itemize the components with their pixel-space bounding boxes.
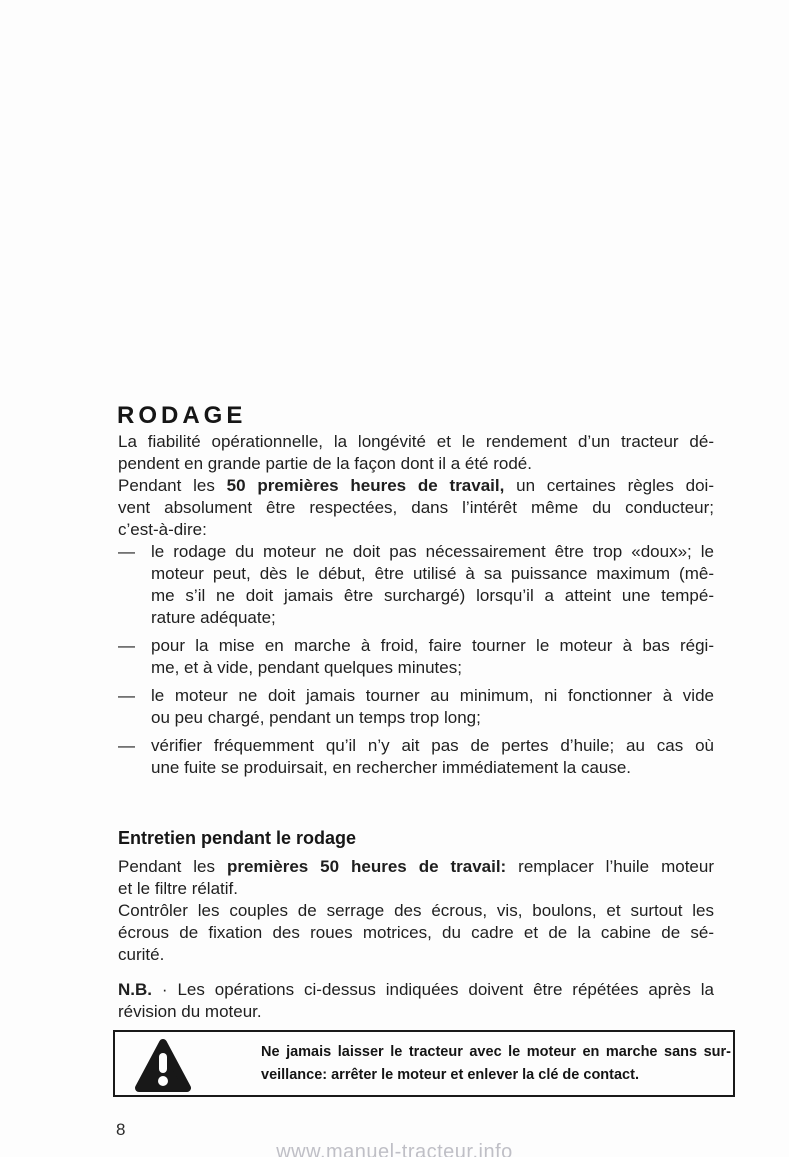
list-item-text: le rodage du moteur ne doit pas nécessairement être trop «doux»; le moteur peut, dès le début, être utilisé à sa puissance maximum (mê- me s’il ne doit jamais être surchargé) lorsqu’il a atteint une tempé- rature adéquate; [151, 542, 714, 627]
page-title: RODAGE [117, 402, 247, 430]
break-in-rules-list [118, 541, 714, 785]
bullet-dash: — [118, 542, 135, 561]
list-item [118, 685, 714, 729]
warning-text: Ne jamais laisser le tracteur avec le moteur en marche sans sur- veillance: arrêter le moteur et enlever la clé de contact. [261, 1044, 731, 1083]
warning-triangle-icon [134, 1036, 192, 1094]
list-item [118, 541, 714, 629]
bullet-dash: — [118, 686, 135, 705]
intro-paragraph: La fiabilité opérationnelle, la longévité et le rendement d’un tracteur dé- pendent en grande partie de la façon dont il a été rodé. Pendant les 50 premières heures de travail, un certaines règles doi- vent absolument être respectées, dans l’intérêt même du conducteur; c’est-à-dire: [118, 432, 714, 539]
list-item-text: le moteur ne doit jamais tourner au minimum, ni fonctionner à vide ou peu chargé, pendant un temps trop long; [151, 686, 714, 727]
nb-note: N.B. · Les opérations ci-dessus indiquées doivent être répétées après la révision du moteur. [118, 980, 714, 1021]
watermark: www.manuel-tracteur.info [276, 1141, 513, 1157]
section-heading: Entretien pendant le rodage [118, 827, 357, 848]
list-item [118, 635, 714, 679]
bullet-dash: — [118, 636, 135, 655]
list-item-text: vérifier fréquemment qu’il n’y ait pas de pertes d’huile; au cas où une fuite se produirsait, en rechercher immédiatement la cause. [151, 736, 714, 777]
list-item [118, 735, 714, 779]
list-item-text: pour la mise en marche à froid, faire tourner le moteur à bas régi- me, et à vide, pendant quelques minutes; [151, 636, 714, 677]
warning-box [113, 1030, 735, 1097]
page-number: 8 [116, 1120, 126, 1139]
bullet-dash: — [118, 736, 135, 755]
maintenance-paragraph: Pendant les premières 50 heures de travail: remplacer l’huile moteur et le filtre rélatif. Contrôler les couples de serrage des écrous, vis, boulons, et surtout les écrous de fixation des roues motrices, du cadre et de la cabine de sé- curité. [118, 857, 714, 964]
